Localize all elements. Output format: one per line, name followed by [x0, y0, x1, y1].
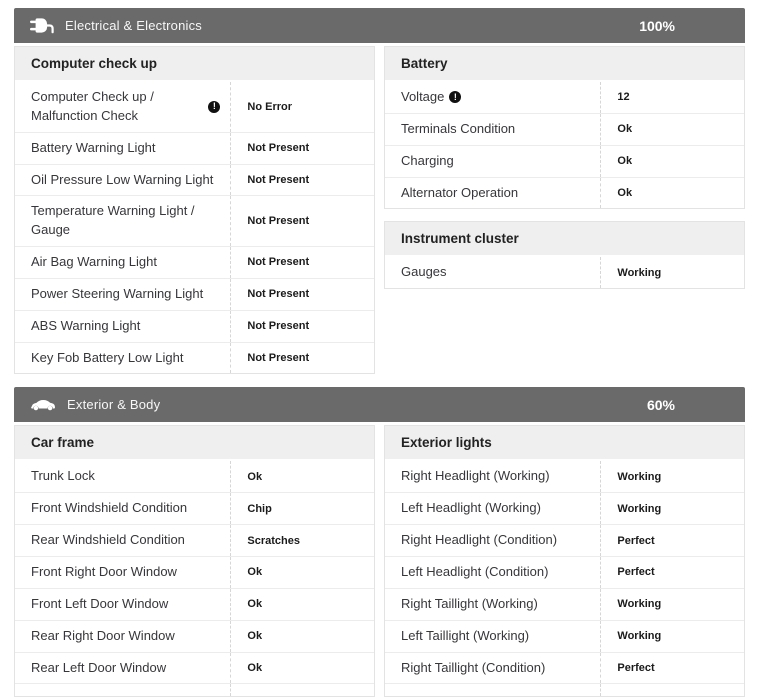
- row-value: Not Present: [230, 311, 374, 342]
- table-row: [385, 492, 744, 524]
- row-value: Not Present: [230, 196, 374, 246]
- row-label-text: ABS Warning Light: [31, 317, 141, 333]
- row-value: Not Present: [230, 343, 374, 374]
- row-value: Ok: [600, 146, 744, 177]
- row-label-text: Rear Left Door Window: [31, 659, 167, 675]
- section-columns: [14, 46, 745, 374]
- row-label-text: Right Taillight (Working): [401, 595, 538, 611]
- table-row: [385, 177, 744, 209]
- row-label-text: Computer Check up / Malfunction Check: [31, 89, 154, 123]
- table-body: [15, 461, 374, 696]
- section: [14, 387, 745, 697]
- row-label-text: Key Fob Battery Low Light: [31, 349, 184, 365]
- table-row: [15, 588, 374, 620]
- row-label: [15, 461, 230, 492]
- row-value: Working: [600, 493, 744, 524]
- row-label: [15, 165, 230, 196]
- table-row: [385, 652, 744, 684]
- row-value: Working: [600, 621, 744, 652]
- row-label-text: Oil Pressure Low Warning Light: [31, 171, 214, 187]
- row-value: No Error: [230, 82, 374, 132]
- table-row: [385, 556, 744, 588]
- row-label: [15, 493, 230, 524]
- row-label-text: Right Taillight (Condition): [401, 659, 546, 675]
- section: [14, 8, 745, 374]
- car-icon: [30, 398, 56, 411]
- table-row: [15, 620, 374, 652]
- row-label-text: Front Left Door Window: [31, 595, 169, 611]
- row-value: Not Present: [230, 247, 374, 278]
- table-title: Car frame: [15, 426, 374, 461]
- row-label: [15, 343, 230, 374]
- row-label-text: Left Taillight (Working): [401, 627, 530, 643]
- row-value: Perfect: [600, 525, 744, 556]
- row-value: Not Present: [230, 165, 374, 196]
- table-row: [15, 195, 374, 246]
- table-row: [15, 461, 374, 492]
- table-row: [15, 278, 374, 310]
- row-label: [385, 621, 600, 652]
- row-label: [15, 311, 230, 342]
- row-value: Working: [600, 589, 744, 620]
- row-value: Ok: [230, 461, 374, 492]
- row-label: [385, 257, 600, 288]
- table-row: [385, 145, 744, 177]
- row-label: [15, 82, 230, 132]
- table-row: [385, 113, 744, 145]
- row-label-text: Trunk Lock: [31, 468, 95, 484]
- table-row: [15, 556, 374, 588]
- column: [384, 46, 745, 374]
- row-label: [15, 247, 230, 278]
- table-body: [385, 257, 744, 288]
- row-label: [15, 196, 230, 246]
- table-row: [15, 342, 374, 374]
- table-row: [15, 524, 374, 556]
- check-table: [14, 46, 375, 374]
- row-label: [385, 525, 600, 556]
- table-row: [385, 683, 744, 696]
- row-label: [15, 589, 230, 620]
- row-value: Ok: [230, 557, 374, 588]
- row-value: Scratches: [230, 525, 374, 556]
- row-value: Not Present: [230, 279, 374, 310]
- row-label-text: Left Headlight (Working): [401, 500, 541, 516]
- row-label: [385, 493, 600, 524]
- row-label: [15, 133, 230, 164]
- row-label-text: Alternator Operation: [401, 184, 519, 200]
- table-row: [385, 524, 744, 556]
- section-title: Exterior & Body: [67, 397, 161, 413]
- table-row: [15, 683, 374, 696]
- row-value: Working: [600, 257, 744, 288]
- row-value: [600, 684, 744, 696]
- row-label: [15, 621, 230, 652]
- check-table: [384, 221, 745, 289]
- plug-icon: [30, 17, 54, 34]
- table-title: Exterior lights: [385, 426, 744, 461]
- table-body: [15, 82, 374, 373]
- check-table: [384, 425, 745, 697]
- row-label-text: Air Bag Warning Light: [31, 254, 157, 270]
- column: [14, 46, 375, 374]
- row-label: [385, 461, 600, 492]
- row-value: Ok: [230, 653, 374, 684]
- row-label: [385, 146, 600, 177]
- row-value: Ok: [230, 589, 374, 620]
- row-label-text: Voltage: [401, 89, 445, 104]
- section-header[interactable]: [14, 387, 745, 422]
- table-row: [15, 310, 374, 342]
- table-row: [15, 82, 374, 132]
- row-label-text: Rear Windshield Condition: [31, 532, 185, 548]
- row-value: 12: [600, 82, 744, 113]
- table-title: Battery: [385, 47, 744, 82]
- table-row: [385, 257, 744, 288]
- row-label: [385, 114, 600, 145]
- row-label: [15, 279, 230, 310]
- row-label: [15, 653, 230, 684]
- row-label: [15, 525, 230, 556]
- row-label: [385, 589, 600, 620]
- row-label-text: Right Headlight (Working): [401, 468, 550, 484]
- row-label-text: Front Right Door Window: [31, 563, 177, 579]
- row-value: Chip: [230, 493, 374, 524]
- info-icon[interactable]: [449, 91, 461, 103]
- table-row: [15, 652, 374, 684]
- table-row: [385, 82, 744, 113]
- section-percent: 100%: [639, 17, 675, 34]
- table-row: [385, 620, 744, 652]
- section-columns: [14, 425, 745, 697]
- table-row: [15, 132, 374, 164]
- check-table: [384, 46, 745, 209]
- table-row: [15, 492, 374, 524]
- row-label: [385, 557, 600, 588]
- row-label-text: Terminals Condition: [401, 120, 516, 136]
- row-label-text: Power Steering Warning Light: [31, 285, 204, 301]
- section-header[interactable]: [14, 8, 745, 43]
- row-label-text: Right Headlight (Condition): [401, 532, 558, 548]
- row-value: Ok: [600, 114, 744, 145]
- row-value: Ok: [230, 621, 374, 652]
- table-title: Computer check up: [15, 47, 374, 82]
- table-body: [385, 82, 744, 208]
- table-row: [385, 461, 744, 492]
- row-value: Not Present: [230, 133, 374, 164]
- row-value: Perfect: [600, 653, 744, 684]
- row-label: [385, 653, 600, 684]
- row-label-text: Front Windshield Condition: [31, 500, 188, 516]
- table-row: [15, 164, 374, 196]
- table-body: [385, 461, 744, 696]
- section-title: Electrical & Electronics: [65, 18, 203, 33]
- row-label: [15, 684, 230, 696]
- column: [14, 425, 375, 697]
- column: [384, 425, 745, 697]
- row-label: [385, 684, 600, 696]
- row-label-text: Temperature Warning Light / Gauge: [31, 203, 195, 238]
- table-row: [385, 588, 744, 620]
- row-label-text: Gauges: [401, 264, 447, 280]
- section-percent: 60%: [646, 396, 675, 413]
- table-title: Instrument cluster: [385, 222, 744, 257]
- table-row: [15, 246, 374, 278]
- row-value: Perfect: [600, 557, 744, 588]
- row-label-text: Left Headlight (Condition): [401, 563, 549, 579]
- row-value: Working: [600, 461, 744, 492]
- row-label-text: Battery Warning Light: [31, 139, 156, 155]
- info-icon[interactable]: [208, 101, 220, 113]
- row-label-text: Charging: [401, 152, 454, 168]
- row-value: Ok: [600, 178, 744, 209]
- row-label: [385, 82, 600, 113]
- row-label-text: Rear Right Door Window: [31, 627, 175, 643]
- row-value: [230, 684, 374, 696]
- row-label: [15, 557, 230, 588]
- check-table: [14, 425, 375, 697]
- row-label: [385, 178, 600, 209]
